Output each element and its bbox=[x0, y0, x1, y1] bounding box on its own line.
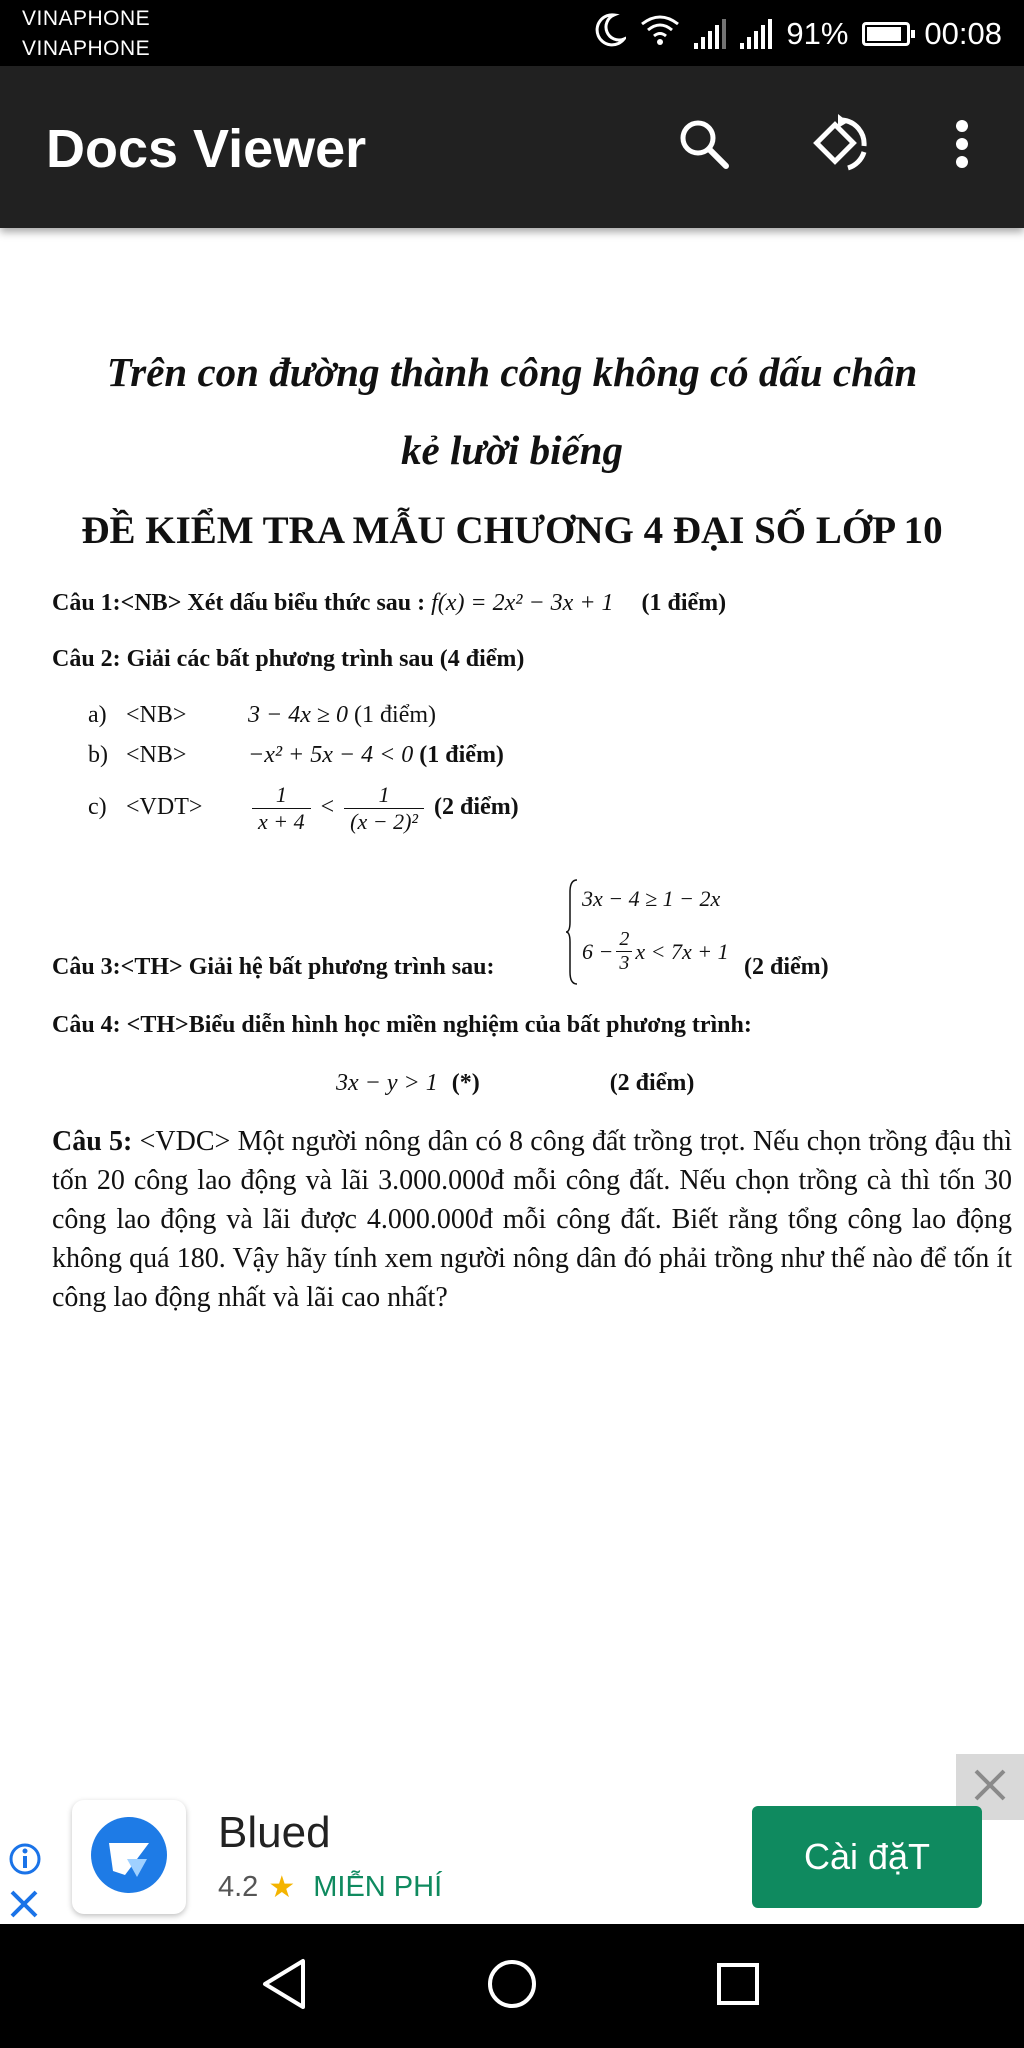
fraction-1 bbox=[252, 782, 311, 835]
question-5-label: Câu 5: bbox=[52, 1126, 133, 1157]
ad-rating-row bbox=[218, 1870, 442, 1905]
back-triangle-icon bbox=[259, 1957, 309, 2016]
question-1-points: (1 điểm) bbox=[641, 590, 727, 616]
question-2b-math: −x² + 5x − 4 < 0 bbox=[248, 742, 414, 768]
system-fraction-denominator: 3 bbox=[619, 952, 630, 974]
motto-line-1: Trên con đường thành công không có dấu chân bbox=[106, 349, 918, 395]
question-2c-tag: <VDT> bbox=[126, 794, 203, 821]
signal-icon-2 bbox=[740, 19, 772, 49]
recents-square-icon bbox=[713, 1959, 763, 2014]
wifi-icon bbox=[640, 14, 680, 54]
search-icon bbox=[676, 116, 732, 177]
back-button[interactable] bbox=[244, 1946, 324, 2026]
clock: 00:08 bbox=[924, 16, 1002, 51]
exam-heading: ĐỀ KIỂM TRA MẪU CHƯƠNG 4 ĐẠI SỐ LỚP 10 bbox=[81, 509, 943, 552]
question-2a bbox=[88, 702, 436, 729]
question-3-points: (2 điểm) bbox=[744, 954, 829, 980]
status-bar bbox=[0, 0, 1024, 66]
fraction-1-denominator: x + 4 bbox=[258, 809, 305, 834]
screen-rotation-icon bbox=[808, 112, 872, 181]
question-2b-tag: <NB> bbox=[126, 742, 187, 768]
rotate-screen-button[interactable] bbox=[800, 106, 880, 186]
question-2a-points: (1 điểm) bbox=[354, 702, 437, 728]
question-2c-points: (2 điểm) bbox=[434, 794, 519, 821]
inequality-system bbox=[566, 878, 746, 988]
question-5 bbox=[52, 1122, 1012, 1317]
home-button[interactable] bbox=[472, 1946, 552, 2026]
question-5-text: Một người nông dân có 8 công đất trồng trọt. Nếu chọn trồng đậu thì tốn 20 công lao động và lãi 3.000.000đ mỗi công đất. Nếu chọn trồng cà thì tốn 30 công lao động và lãi được 4.000.000đ mỗi công đất. Biết rằng tổng công lao động không quá 180. Vậy hãy tính xem người nông dân đó phải trồng như thế nào để tốn ít công lao động nhất và lãi cao nhất? bbox=[52, 1126, 1013, 1313]
question-2c bbox=[88, 782, 519, 835]
do-not-disturb-icon bbox=[594, 13, 626, 55]
ad-app-logo[interactable] bbox=[72, 1800, 186, 1914]
overflow-menu-button[interactable] bbox=[922, 106, 1002, 186]
question-5-tag: <VDC> bbox=[139, 1126, 231, 1157]
more-vert-icon bbox=[954, 119, 970, 174]
less-than-sign: < bbox=[320, 794, 335, 821]
fraction-1-numerator: 1 bbox=[252, 782, 311, 809]
signal-icon-1 bbox=[694, 19, 726, 49]
question-4-mark: (*) bbox=[451, 1070, 480, 1096]
system-nav-bar bbox=[0, 1924, 1024, 2048]
close-icon bbox=[972, 1767, 1008, 1808]
ad-info-icon[interactable] bbox=[8, 1842, 42, 1881]
system-fraction-numerator: 2 bbox=[616, 928, 632, 952]
fraction-2-numerator: 1 bbox=[344, 782, 424, 809]
question-4-text: Câu 4: <TH>Biểu diễn hình học miền nghiệm của bất phương trình: bbox=[52, 1012, 752, 1038]
ad-rating-value: 4.2 bbox=[218, 1871, 259, 1903]
question-3-text: Câu 3:<TH> Giải hệ bất phương trình sau: bbox=[52, 954, 495, 980]
ad-dismiss-icon[interactable] bbox=[8, 1888, 40, 1925]
question-1 bbox=[52, 590, 726, 617]
app-bar bbox=[0, 66, 1024, 228]
home-circle-icon bbox=[485, 1957, 539, 2016]
recents-button[interactable] bbox=[698, 1946, 778, 2026]
question-2a-tag: <NB> bbox=[126, 702, 187, 728]
system-brace bbox=[566, 878, 578, 991]
battery-percent: 91% bbox=[786, 16, 849, 51]
question-1-text: Câu 1:<NB> Xét dấu biểu thức sau : bbox=[52, 590, 426, 616]
blued-logo-icon bbox=[87, 1813, 171, 1902]
question-4-points: (2 điểm) bbox=[609, 1070, 695, 1096]
system-line-2-pre: 6 − bbox=[582, 938, 614, 964]
ad-app-name[interactable]: Blued bbox=[218, 1808, 331, 1857]
system-fraction bbox=[616, 928, 632, 975]
system-line-2-post: x < 7x + 1 bbox=[635, 938, 729, 964]
fraction-2 bbox=[344, 782, 424, 835]
search-button[interactable] bbox=[664, 106, 744, 186]
question-2b-points: (1 điểm) bbox=[419, 742, 504, 768]
question-4-math: 3x − y > 1 bbox=[336, 1070, 438, 1096]
app-title: Docs Viewer bbox=[46, 119, 367, 179]
battery-icon bbox=[862, 22, 910, 46]
fraction-2-denominator: (x − 2)² bbox=[350, 809, 419, 834]
carrier-2: VINAPHONE bbox=[22, 37, 151, 60]
system-line-2 bbox=[582, 928, 729, 975]
carrier-1: VINAPHONE bbox=[22, 7, 151, 30]
question-2a-label: a) bbox=[88, 702, 107, 728]
star-icon: ★ bbox=[268, 1871, 296, 1904]
question-2b-label: b) bbox=[88, 742, 108, 768]
question-1-math: f(x) = 2x² − 3x + 1 bbox=[431, 590, 614, 616]
question-2: Câu 2: Giải các bất phương trình sau (4 điểm) bbox=[52, 646, 525, 672]
motto-line-2: kẻ lười biếng bbox=[401, 427, 623, 473]
question-4-math-row bbox=[336, 1070, 694, 1097]
system-line-1: 3x − 4 ≥ 1 − 2x bbox=[582, 886, 721, 911]
question-2b bbox=[88, 742, 504, 769]
question-2a-math: 3 − 4x ≥ 0 bbox=[248, 702, 349, 728]
ad-price: MIỄN PHÍ bbox=[313, 1871, 443, 1903]
install-button[interactable]: Cài đặT bbox=[752, 1806, 982, 1908]
question-2c-label: c) bbox=[88, 794, 107, 821]
